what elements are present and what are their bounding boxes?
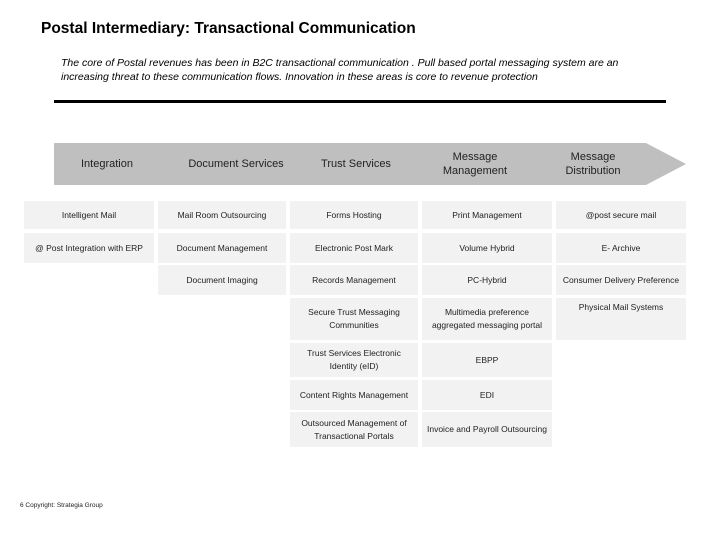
- cell-forms-hosting: Forms Hosting: [290, 201, 418, 229]
- cell-pc-hybrid: PC-Hybrid: [422, 265, 552, 295]
- cell-post-integration-erp: @ Post Integration with ERP: [24, 233, 154, 263]
- cell-document-management: Document Management: [158, 233, 286, 263]
- page-title: Postal Intermediary: Transactional Communication: [41, 20, 416, 37]
- cell-secure-trust-messaging: Secure Trust Messaging Communities: [290, 298, 418, 340]
- cell-electronic-post-mark: Electronic Post Mark: [290, 233, 418, 263]
- cell-post-secure-mail: @post secure mail: [556, 201, 686, 229]
- cell-physical-mail: Physical Mail Systems: [556, 298, 686, 340]
- header-integration: Integration: [81, 158, 133, 170]
- cell-outsourced-portals: Outsourced Management of Transactional Portals: [290, 412, 418, 447]
- cell-content-rights-management: Content Rights Management: [290, 380, 418, 410]
- cell-invoice-payroll: Invoice and Payroll Outsourcing: [422, 412, 552, 447]
- cell-mail-room-outsourcing: Mail Room Outsourcing: [158, 201, 286, 229]
- header-trust-services: Trust Services: [321, 158, 391, 170]
- cell-ebpp: EBPP: [422, 343, 552, 377]
- cell-print-management: Print Management: [422, 201, 552, 229]
- cell-intelligent-mail: Intelligent Mail: [24, 201, 154, 229]
- cell-trust-services-eid: Trust Services Electronic Identity (eID): [290, 343, 418, 377]
- cell-records-management: Records Management: [290, 265, 418, 295]
- header-message-distribution: Message Distribution: [565, 151, 621, 177]
- header-document-services: Document Services: [188, 158, 284, 170]
- cell-multimedia-portal: Multimedia preference aggregated messaging portal: [422, 298, 552, 340]
- page-subtitle: The core of Postal revenues has been in B2C transactional communication . Pull based portal messaging system are an increasing threat to these communication flows. Innovation in these areas is core to revenue protection: [61, 57, 619, 83]
- cell-edi: EDI: [422, 380, 552, 410]
- footer-copyright: 6 Copyright: Strategia Group: [20, 502, 103, 509]
- divider-rule: [54, 100, 666, 103]
- header-message-management: Message Management: [442, 151, 508, 177]
- cell-e-archive: E- Archive: [556, 233, 686, 263]
- cell-consumer-delivery: Consumer Delivery Preference: [556, 265, 686, 295]
- cell-document-imaging: Document Imaging: [158, 265, 286, 295]
- cell-volume-hybrid: Volume Hybrid: [422, 233, 552, 263]
